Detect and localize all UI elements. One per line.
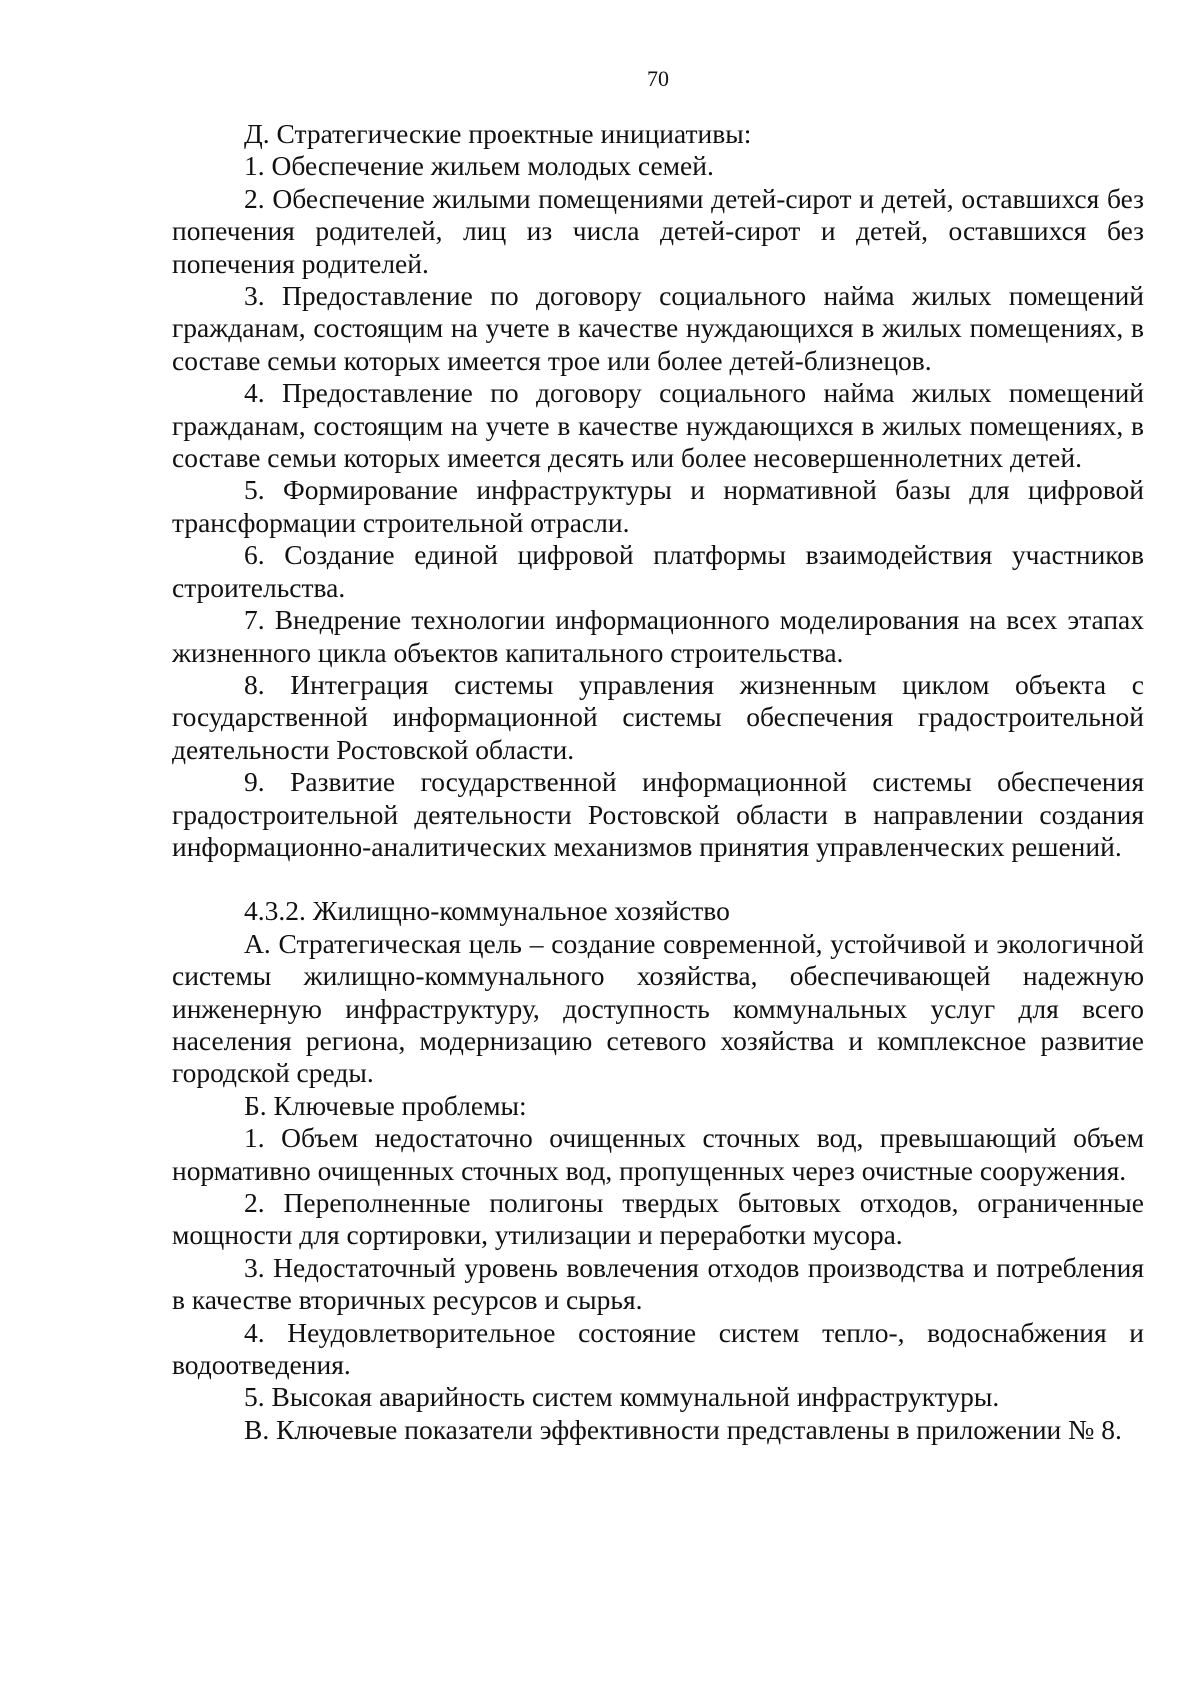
initiative-item: 6. Создание единой цифровой платформы взаимодействия участников строительства. xyxy=(172,539,1144,603)
initiative-item: 7. Внедрение технологии информационного моделирования на всех этапах жизненного цикла объектов капитального строительства. xyxy=(172,604,1144,668)
problem-item: 1. Объем недостаточно очищенных сточных вод, превышающий объем нормативно очищенных сточных вод, пропущенных через очистные сооружения. xyxy=(172,1122,1144,1186)
problem-item: 2. Переполненные полигоны твердых бытовых отходов, ограниченные мощности для сортировки, утилизации и переработки мусора. xyxy=(172,1187,1144,1251)
initiative-item: 2. Обеспечение жилыми помещениями детей-сирот и детей, оставшихся без попечения родителей, лиц из числа детей-сирот и детей, оставшихся без попечения родителей. xyxy=(172,182,1144,279)
initiative-item: 1. Обеспечение жильем молодых семей. xyxy=(244,150,714,182)
initiative-item: 3. Предоставление по договору социального найма жилых помещений гражданам, состоящим на учете в качестве нуждающихся в жилых помещениях, в составе семьи которых имеется трое или более детей-близнецов. xyxy=(172,280,1144,376)
problem-item: 3. Недостаточный уровень вовлечения отходов производства и потребления в качестве вторичных ресурсов и сырья. xyxy=(172,1251,1144,1316)
initiative-item: 9. Развитие государственной информационной системы обеспечения градостроительной деятельности Ростовской области в направлении создания информационно-аналитических механизмов принятия управленческих решений. xyxy=(172,766,1144,862)
strategic-goal: А. Стратегическая цель – создание современной, устойчивой и экологичной системы жилищно-коммунального хозяйства, обеспечивающей надежную инженерную инфраструктуру, доступность коммунальных услуг для всего населения региона, модернизацию сетевого хозяйства и комплексное развитие городской среды. xyxy=(172,927,1144,1089)
section-432-heading: 4.3.2. Жилищно-коммунальное хозяйство xyxy=(244,895,730,927)
initiative-item: 4. Предоставление по договору социального найма жилых помещений гражданам, состоящим на учете в качестве нуждающихся в жилых помещениях, в составе семьи которых имеется десять или более несовершеннолетних детей. xyxy=(172,377,1144,474)
problems-heading: Б. Ключевые проблемы: xyxy=(244,1089,527,1121)
indicators-note: В. Ключевые показатели эффективности представлены в приложении № 8. xyxy=(244,1413,1122,1445)
section-d-heading: Д. Стратегические проектные инициативы: xyxy=(244,118,752,149)
initiative-item: 5. Формирование инфраструктуры и нормативной базы для цифровой трансформации строительной отрасли. xyxy=(172,474,1144,538)
document-body xyxy=(172,118,1144,1446)
problem-item: 4. Неудовлетворительное состояние систем тепло-, водоснабжения и водоотведения. xyxy=(172,1316,1144,1381)
problem-item: 5. Высокая аварийность систем коммунальной инфраструктуры. xyxy=(244,1381,1000,1413)
page-number: 70 xyxy=(647,66,669,91)
initiative-item: 8. Интеграция системы управления жизненным циклом объекта с государственной информационной системы обеспечения градостроительной деятельности Ростовской области. xyxy=(172,668,1144,765)
